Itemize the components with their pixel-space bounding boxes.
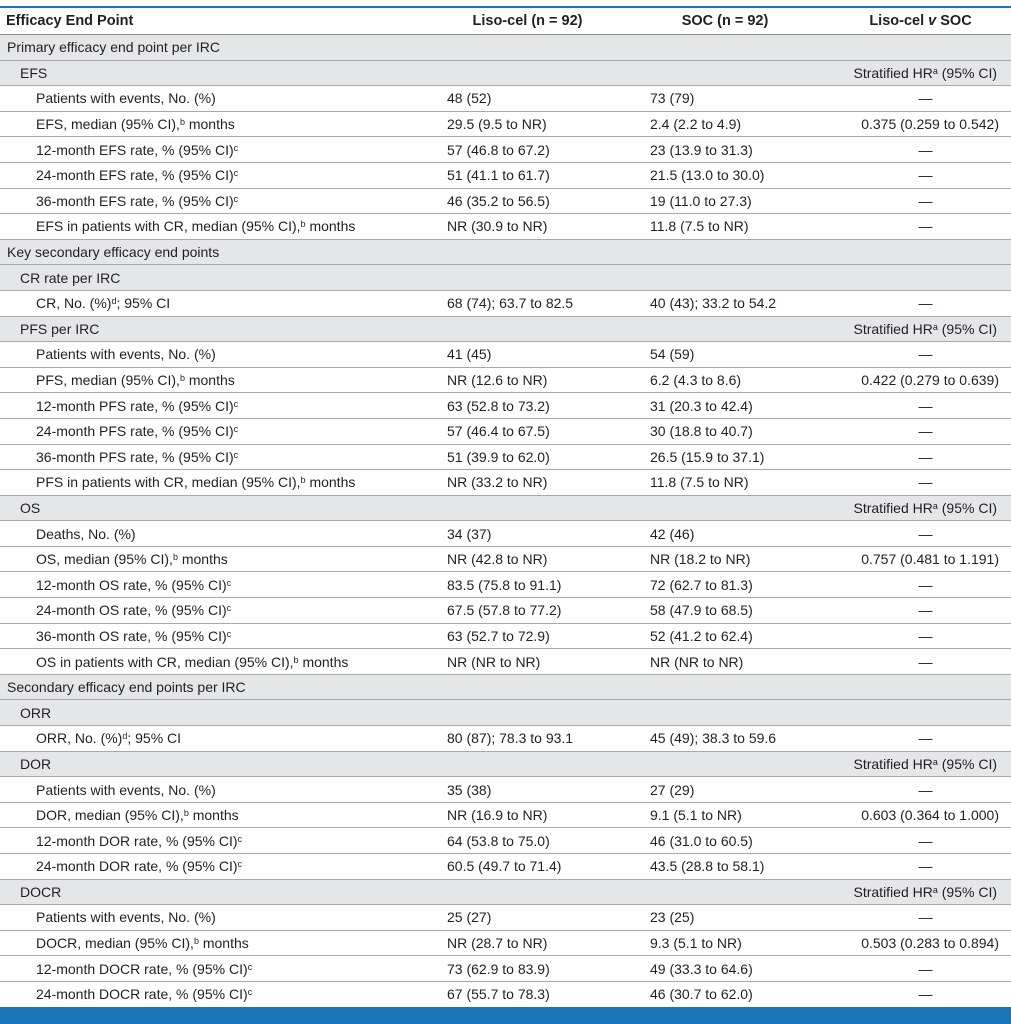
comparison-value: —: [818, 981, 1011, 1007]
row-label: [0, 700, 407, 726]
liso-cel-value: 63 (52.7 to 72.9): [407, 623, 612, 649]
row-label-text: 36-month OS rate, % (95% CI): [36, 627, 227, 644]
row-label: [0, 598, 407, 624]
footnote-marker: c: [233, 398, 239, 409]
row-label-text: EFS, median (95% CI),: [36, 116, 180, 133]
bottom-bar: [0, 1007, 1011, 1024]
footnote-marker: b: [300, 475, 306, 486]
table-row: [0, 802, 1011, 828]
table-row: [0, 572, 1011, 598]
row-label-text: 24-month EFS rate, % (95% CI): [36, 167, 234, 184]
row-label: [0, 828, 407, 854]
row-label: [0, 214, 407, 240]
row-label: [0, 495, 407, 521]
empty-cell: [612, 674, 818, 700]
empty-cell: [407, 751, 612, 777]
row-label: [0, 342, 407, 368]
row-label-text: Deaths, No. (%): [36, 525, 136, 542]
comparison-value: —: [818, 188, 1011, 214]
stratified-hr-label: Stratified HR: [853, 320, 933, 337]
comparison-value: —: [818, 342, 1011, 368]
empty-cell: [612, 495, 818, 521]
footnote-marker: b: [179, 117, 185, 128]
row-label-text: DOCR: [20, 883, 62, 900]
footnote-marker: c: [233, 424, 239, 435]
row-label-text: Patients with events, No. (%): [36, 909, 216, 926]
row-label-text: Patients with events, No. (%): [36, 346, 216, 363]
liso-cel-value: 34 (37): [407, 521, 612, 547]
table-row: [0, 930, 1011, 956]
comparison-header: [818, 674, 1011, 700]
empty-cell: [407, 239, 612, 265]
table-row: [0, 162, 1011, 188]
row-label: [0, 162, 407, 188]
row-label-suffix: months: [305, 474, 356, 491]
liso-cel-value: NR (16.9 to NR): [407, 802, 612, 828]
table-row: [0, 777, 1011, 803]
row-label-text: ORR, No. (%): [36, 730, 123, 747]
header-comparison: [818, 8, 1011, 35]
section-row: [0, 674, 1011, 700]
row-label-text: OS in patients with CR, median (95% CI),: [36, 653, 294, 670]
stratified-hr-ci: (95% CI): [937, 883, 997, 900]
liso-cel-value: 73 (62.9 to 83.9): [407, 956, 612, 982]
footnote-marker: a: [932, 321, 938, 332]
liso-cel-value: 57 (46.4 to 67.5): [407, 418, 612, 444]
footnote-marker: a: [932, 756, 938, 767]
row-label: [0, 393, 407, 419]
row-label-text: 12-month DOR rate, % (95% CI): [36, 832, 238, 849]
empty-cell: [612, 239, 818, 265]
liso-cel-value: 46 (35.2 to 56.5): [407, 188, 612, 214]
row-label: [0, 572, 407, 598]
section-row: [0, 751, 1011, 777]
empty-cell: [407, 674, 612, 700]
stratified-hr-ci: (95% CI): [937, 499, 997, 516]
row-label-text: 24-month DOCR rate, % (95% CI): [36, 986, 248, 1003]
liso-cel-value: 48 (52): [407, 86, 612, 112]
section-row: [0, 700, 1011, 726]
row-label-text: PFS, median (95% CI),: [36, 372, 180, 389]
soc-value: 46 (30.7 to 62.0): [612, 981, 818, 1007]
row-label-suffix: months: [177, 551, 228, 568]
comparison-header: [818, 265, 1011, 291]
soc-value: 27 (29): [612, 777, 818, 803]
soc-value: 23 (25): [612, 905, 818, 931]
section-row: [0, 879, 1011, 905]
footnote-marker: c: [233, 168, 239, 179]
liso-cel-value: 57 (46.8 to 67.2): [407, 137, 612, 163]
stratified-hr-label: Stratified HR: [853, 883, 933, 900]
empty-cell: [612, 35, 818, 61]
row-label-text: 12-month DOCR rate, % (95% CI): [36, 960, 248, 977]
liso-cel-value: 68 (74); 63.7 to 82.5: [407, 290, 612, 316]
comparison-header: [818, 35, 1011, 61]
row-label: [0, 290, 407, 316]
row-label-text: 12-month OS rate, % (95% CI): [36, 576, 227, 593]
row-label: [0, 726, 407, 752]
soc-value: 42 (46): [612, 521, 818, 547]
row-label-text: PFS per IRC: [20, 320, 100, 337]
liso-cel-value: 63 (52.8 to 73.2): [407, 393, 612, 419]
row-label-text: 36-month PFS rate, % (95% CI): [36, 448, 234, 465]
row-label-suffix: months: [184, 116, 235, 133]
liso-cel-value: NR (30.9 to NR): [407, 214, 612, 240]
empty-cell: [407, 700, 612, 726]
table-row: [0, 521, 1011, 547]
liso-cel-value: NR (28.7 to NR): [407, 930, 612, 956]
row-label: [0, 623, 407, 649]
comparison-value: 0.503 (0.283 to 0.894): [818, 930, 1011, 956]
row-label-text: Patients with events, No. (%): [36, 781, 216, 798]
table-row: [0, 367, 1011, 393]
row-label: [0, 418, 407, 444]
footnote-marker: a: [932, 500, 938, 511]
row-label: [0, 188, 407, 214]
table-row: [0, 828, 1011, 854]
liso-cel-value: 60.5 (49.7 to 71.4): [407, 854, 612, 880]
row-label: [0, 367, 407, 393]
comparison-value: —: [818, 290, 1011, 316]
row-label: [0, 137, 407, 163]
comparison-value: —: [818, 956, 1011, 982]
section-row: [0, 239, 1011, 265]
row-label-suffix: months: [305, 218, 356, 235]
row-label: [0, 751, 407, 777]
table-row: [0, 290, 1011, 316]
footnote-marker: b: [300, 219, 306, 230]
table-row: [0, 137, 1011, 163]
row-label-text: OS, median (95% CI),: [36, 551, 173, 568]
comparison-header: [818, 495, 1011, 521]
row-label-text: DOR: [20, 755, 52, 772]
comparison-value: 0.422 (0.279 to 0.639): [818, 367, 1011, 393]
comparison-value: 0.757 (0.481 to 1.191): [818, 546, 1011, 572]
comparison-header: [818, 751, 1011, 777]
footnote-marker: c: [226, 628, 232, 639]
empty-cell: [407, 265, 612, 291]
comparison-value: —: [818, 572, 1011, 598]
section-row: [0, 35, 1011, 61]
comparison-header: [818, 879, 1011, 905]
soc-value: 58 (47.9 to 68.5): [612, 598, 818, 624]
table-body: [0, 35, 1011, 1008]
footnote-marker: c: [237, 833, 243, 844]
row-label-text: 12-month PFS rate, % (95% CI): [36, 397, 234, 414]
table-row: [0, 623, 1011, 649]
row-label-suffix: months: [184, 372, 235, 389]
row-label-text: EFS in patients with CR, median (95% CI),: [36, 218, 301, 235]
row-label: [0, 546, 407, 572]
table-row: [0, 981, 1011, 1007]
liso-cel-value: 64 (53.8 to 75.0): [407, 828, 612, 854]
stratified-hr-label: Stratified HR: [853, 64, 933, 81]
row-label-text: Key secondary efficacy end points: [7, 244, 220, 261]
footnote-marker: d: [122, 731, 128, 742]
table-header: [0, 8, 1011, 35]
header-liso-cel: Liso-cel (n = 92): [407, 8, 612, 35]
table-row: [0, 726, 1011, 752]
comparison-value: —: [818, 162, 1011, 188]
soc-value: 40 (43); 33.2 to 54.2: [612, 290, 818, 316]
liso-cel-value: NR (42.8 to NR): [407, 546, 612, 572]
comparison-header: [818, 700, 1011, 726]
header-row: [0, 8, 1011, 35]
table-row: [0, 342, 1011, 368]
soc-value: 54 (59): [612, 342, 818, 368]
liso-cel-value: 41 (45): [407, 342, 612, 368]
table-row: [0, 598, 1011, 624]
empty-cell: [407, 60, 612, 86]
footnote-marker: a: [932, 884, 938, 895]
stratified-hr-ci: (95% CI): [937, 64, 997, 81]
table-row: [0, 214, 1011, 240]
comparison-value: —: [818, 854, 1011, 880]
table-row: [0, 393, 1011, 419]
comparison-value: —: [818, 470, 1011, 496]
liso-cel-value: 35 (38): [407, 777, 612, 803]
row-label-text: EFS: [20, 64, 48, 81]
row-label-text: OS: [20, 499, 41, 516]
row-label-text: 24-month PFS rate, % (95% CI): [36, 423, 234, 440]
row-label-text: DOCR, median (95% CI),: [36, 935, 194, 952]
table-row: [0, 444, 1011, 470]
row-label-text: CR rate per IRC: [20, 269, 121, 286]
soc-value: 9.3 (5.1 to NR): [612, 930, 818, 956]
row-label-text: PFS in patients with CR, median (95% CI),: [36, 474, 301, 491]
liso-cel-value: 25 (27): [407, 905, 612, 931]
footnote-marker: b: [293, 654, 299, 665]
row-label-text: CR, No. (%): [36, 295, 112, 312]
row-label-text: Secondary efficacy end points per IRC: [7, 679, 246, 696]
row-label: [0, 470, 407, 496]
row-label: [0, 444, 407, 470]
empty-cell: [612, 265, 818, 291]
liso-cel-value: 29.5 (9.5 to NR): [407, 111, 612, 137]
empty-cell: [612, 60, 818, 86]
comparison-value: —: [818, 86, 1011, 112]
header-comparison-pre: Liso-cel: [869, 13, 929, 29]
comparison-header: [818, 316, 1011, 342]
row-label-text: 12-month EFS rate, % (95% CI): [36, 141, 234, 158]
soc-value: 6.2 (4.3 to 8.6): [612, 367, 818, 393]
row-label-suffix: ; 95% CI: [127, 730, 182, 747]
footnote-marker: a: [932, 65, 938, 76]
table-row: [0, 418, 1011, 444]
comparison-value: —: [818, 726, 1011, 752]
footnote-marker: c: [226, 577, 232, 588]
footnote-marker: b: [179, 373, 185, 384]
empty-cell: [612, 700, 818, 726]
footnote-marker: b: [193, 936, 199, 947]
liso-cel-value: NR (33.2 to NR): [407, 470, 612, 496]
liso-cel-value: 83.5 (75.8 to 91.1): [407, 572, 612, 598]
footnote-marker: c: [226, 603, 232, 614]
row-label: [0, 649, 407, 675]
section-row: [0, 60, 1011, 86]
stratified-hr-label: Stratified HR: [853, 755, 933, 772]
footnote-marker: c: [247, 961, 253, 972]
empty-cell: [407, 495, 612, 521]
comparison-header: [818, 239, 1011, 265]
footnote-marker: b: [183, 808, 189, 819]
section-row: [0, 495, 1011, 521]
row-label-suffix: months: [188, 807, 239, 824]
soc-value: 73 (79): [612, 86, 818, 112]
row-label: [0, 674, 407, 700]
soc-value: 46 (31.0 to 60.5): [612, 828, 818, 854]
row-label: [0, 60, 407, 86]
comparison-header: [818, 60, 1011, 86]
row-label: [0, 777, 407, 803]
row-label-text: Primary efficacy end point per IRC: [7, 39, 220, 56]
table-row: [0, 111, 1011, 137]
table-row: [0, 956, 1011, 982]
row-label-text: DOR, median (95% CI),: [36, 807, 184, 824]
row-label: [0, 111, 407, 137]
soc-value: 23 (13.9 to 31.3): [612, 137, 818, 163]
soc-value: NR (NR to NR): [612, 649, 818, 675]
row-label: [0, 316, 407, 342]
liso-cel-value: 51 (39.9 to 62.0): [407, 444, 612, 470]
footnote-marker: c: [233, 193, 239, 204]
liso-cel-value: 67.5 (57.8 to 77.2): [407, 598, 612, 624]
row-label-text: Patients with events, No. (%): [36, 90, 216, 107]
soc-value: 2.4 (2.2 to 4.9): [612, 111, 818, 137]
stratified-hr-ci: (95% CI): [937, 755, 997, 772]
comparison-value: —: [818, 828, 1011, 854]
footnote-marker: c: [233, 142, 239, 153]
liso-cel-value: NR (NR to NR): [407, 649, 612, 675]
row-label: [0, 956, 407, 982]
row-label: [0, 86, 407, 112]
comparison-value: —: [818, 393, 1011, 419]
row-label: [0, 239, 407, 265]
header-comparison-post: SOC: [936, 13, 972, 29]
header-soc: SOC (n = 92): [612, 8, 818, 35]
section-row: [0, 316, 1011, 342]
table-row: [0, 854, 1011, 880]
comparison-value: —: [818, 777, 1011, 803]
row-label: [0, 35, 407, 61]
row-label-suffix: months: [298, 653, 349, 670]
row-label-suffix: ; 95% CI: [116, 295, 171, 312]
comparison-value: —: [818, 623, 1011, 649]
row-label: [0, 930, 407, 956]
footnote-marker: d: [111, 296, 117, 307]
soc-value: 49 (33.3 to 64.6): [612, 956, 818, 982]
empty-cell: [612, 751, 818, 777]
soc-value: 9.1 (5.1 to NR): [612, 802, 818, 828]
soc-value: 30 (18.8 to 40.7): [612, 418, 818, 444]
row-label-suffix: months: [198, 935, 249, 952]
stratified-hr-label: Stratified HR: [853, 499, 933, 516]
liso-cel-value: 80 (87); 78.3 to 93.1: [407, 726, 612, 752]
table-row: [0, 649, 1011, 675]
soc-value: 19 (11.0 to 27.3): [612, 188, 818, 214]
efficacy-table: [0, 8, 1011, 1008]
row-label: [0, 905, 407, 931]
row-label: [0, 265, 407, 291]
soc-value: NR (18.2 to NR): [612, 546, 818, 572]
liso-cel-value: NR (12.6 to NR): [407, 367, 612, 393]
row-label: [0, 802, 407, 828]
empty-cell: [407, 35, 612, 61]
row-label: [0, 854, 407, 880]
liso-cel-value: 51 (41.1 to 61.7): [407, 162, 612, 188]
table-row: [0, 546, 1011, 572]
row-label: [0, 981, 407, 1007]
empty-cell: [407, 316, 612, 342]
soc-value: 11.8 (7.5 to NR): [612, 470, 818, 496]
footnote-marker: c: [237, 859, 243, 870]
comparison-value: —: [818, 418, 1011, 444]
empty-cell: [407, 879, 612, 905]
table-row: [0, 905, 1011, 931]
soc-value: 52 (41.2 to 62.4): [612, 623, 818, 649]
comparison-value: —: [818, 444, 1011, 470]
comparison-value: —: [818, 905, 1011, 931]
comparison-value: —: [818, 649, 1011, 675]
comparison-value: —: [818, 521, 1011, 547]
table-row: [0, 470, 1011, 496]
footnote-marker: c: [247, 987, 253, 998]
comparison-value: —: [818, 137, 1011, 163]
row-label-text: 24-month OS rate, % (95% CI): [36, 602, 227, 619]
row-label-text: 24-month DOR rate, % (95% CI): [36, 858, 238, 875]
header-efficacy-end-point: Efficacy End Point: [0, 8, 407, 35]
soc-value: 72 (62.7 to 81.3): [612, 572, 818, 598]
soc-value: 43.5 (28.8 to 58.1): [612, 854, 818, 880]
comparison-value: —: [818, 214, 1011, 240]
comparison-value: 0.603 (0.364 to 1.000): [818, 802, 1011, 828]
table-row: [0, 86, 1011, 112]
row-label: [0, 521, 407, 547]
section-row: [0, 265, 1011, 291]
soc-value: 45 (49); 38.3 to 59.6: [612, 726, 818, 752]
soc-value: 31 (20.3 to 42.4): [612, 393, 818, 419]
comparison-value: 0.375 (0.259 to 0.542): [818, 111, 1011, 137]
empty-cell: [612, 879, 818, 905]
footnote-marker: b: [172, 552, 178, 563]
header-comparison-italic: v: [928, 13, 937, 29]
stratified-hr-ci: (95% CI): [937, 320, 997, 337]
soc-value: 26.5 (15.9 to 37.1): [612, 444, 818, 470]
empty-cell: [612, 316, 818, 342]
table-row: [0, 188, 1011, 214]
row-label-text: 36-month EFS rate, % (95% CI): [36, 192, 234, 209]
footnote-marker: c: [233, 449, 239, 460]
comparison-value: —: [818, 598, 1011, 624]
liso-cel-value: 67 (55.7 to 78.3): [407, 981, 612, 1007]
soc-value: 11.8 (7.5 to NR): [612, 214, 818, 240]
row-label-text: ORR: [20, 704, 52, 721]
row-label: [0, 879, 407, 905]
soc-value: 21.5 (13.0 to 30.0): [612, 162, 818, 188]
